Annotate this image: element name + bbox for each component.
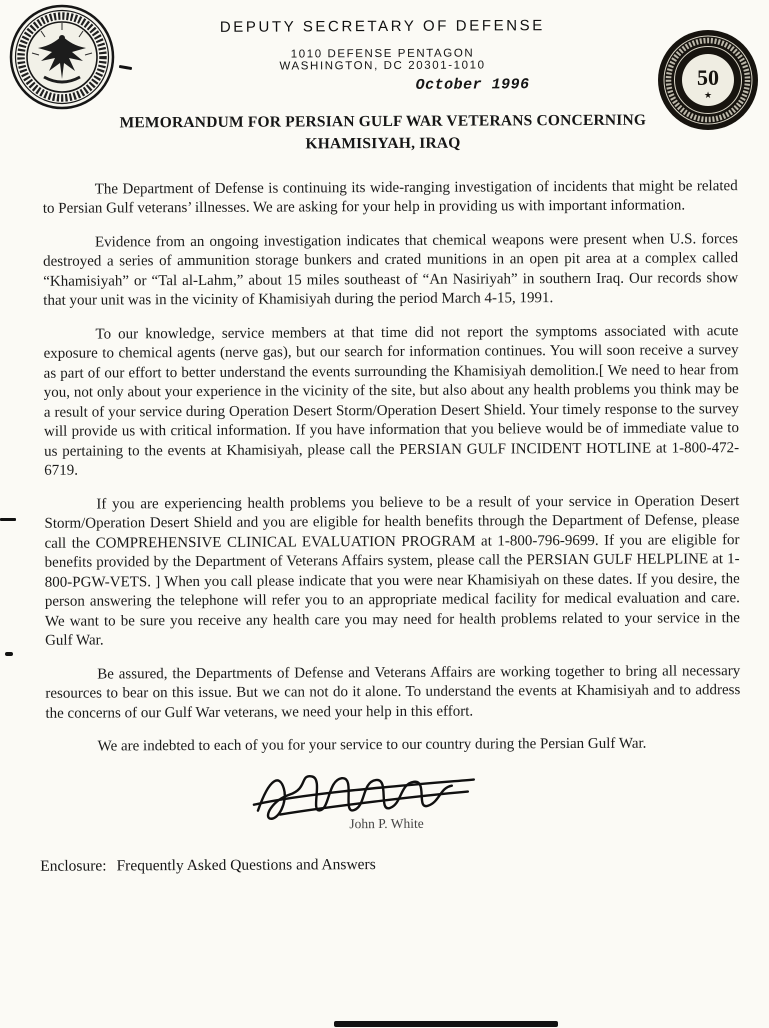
memo-paragraph-1: The Department of Defense is continuing its wide-ranging investigation of incidents that might be related to Persian Gulf veterans’ illnesses. We are asking for your help in providing us with important information. xyxy=(42,178,738,218)
scan-artifact-bottom-bar xyxy=(334,1021,558,1027)
letterhead-address-2: WASHINGTON, DC 20301-1010 xyxy=(279,59,486,73)
memo-date: October 1996 xyxy=(415,76,530,94)
enclosure-line xyxy=(2,854,769,876)
letterhead-office: DEPUTY SECRETARY OF DEFENSE xyxy=(219,17,545,36)
letterhead xyxy=(0,0,767,96)
memo-paragraph-2: Evidence from an ongoing investigation indicates that chemical weapons were present when U.S. forces destroyed a series of ammunition storage bunkers and crated munitions in an open pit area at a complex called “Khamisiyah” or “Tal al-Lahm,” about 15 miles southeast of “An Nasiriyah” in southern Iraq. Our records show that your unit was in the vicinity of Khamisiyah during the period March 4-15, 1991. xyxy=(43,231,739,310)
memo-title xyxy=(0,109,768,158)
enclosure-text: Frequently Asked Questions and Answers xyxy=(116,855,376,875)
signature-typed-name: John P. White xyxy=(349,815,424,832)
memo-paragraph-5: Be assured, the Departments of Defense and Veterans Affairs are working together to bring all necessary resources to bear on this issue. But we can not do it alone. To understand the events at Khamisiyah and to address the concerns of our Gulf War veterans, we need your help in this effort. xyxy=(45,663,741,722)
memo-paragraph-6: We are indebted to each of you for your service to our country during the Persian Gulf War. xyxy=(97,736,647,755)
seal-star-icon: ★ xyxy=(703,90,713,100)
seal-50-number: 50 xyxy=(697,65,719,90)
memo-body xyxy=(0,177,769,758)
memo-paragraph-3: To our knowledge, service members at that time did not report the symptoms associated with acute exposure to chemical agents (nerve gas), but our search for information continues. You will soon receive a survey as part of our effort to better understand the events surrounding the Khamisiyah demolition.[ We need to hear from you, not only about your experience in the vicinity of the site, but also about any health problems you think may be a result of your service during Operation Desert Storm/Operation Desert Shield. Your timely response to the survey will provide us with critical information. If you have information that you believe would be of immediate value to us pertaining to the events at Khamisiyah, please call the PERSIAN GULF INCIDENT HOTLINE at 1-800-472-6719. xyxy=(43,323,740,480)
letterhead-address-1: 1010 DEFENSE PENTAGON xyxy=(290,47,475,61)
memo-paragraph-4: If you are experiencing health problems you believe to be a result of your service in Operation Desert Storm/Operation Desert Shield and you are eligible for health benefits through the Department of Defense, please call the COMPREHENSIVE CLINICAL EVALUATION PROGRAM at 1-800-796-9699. If you are eligible for benefits provided by the Department of Veterans Affairs system, please call the PERSIAN GULF HELPLINE at 1-800-PGW-VETS. ] When you call please indicate that you were near Khamisiyah on these dates. If you desire, the person answering the telephone will refer you to an appropriate medical facility for medical evaluation and care. We want to be sure you receive any health care you may need for health problems related to your service in the Gulf War. xyxy=(44,493,740,650)
memo-title-line-2: KHAMISIYAH, IRAQ xyxy=(305,135,461,153)
signature-block xyxy=(2,768,769,844)
enclosure-label: Enclosure: xyxy=(40,857,107,875)
memo-title-line-1: MEMORANDUM FOR PERSIAN GULF WAR VETERANS CONCERNING xyxy=(119,111,647,132)
